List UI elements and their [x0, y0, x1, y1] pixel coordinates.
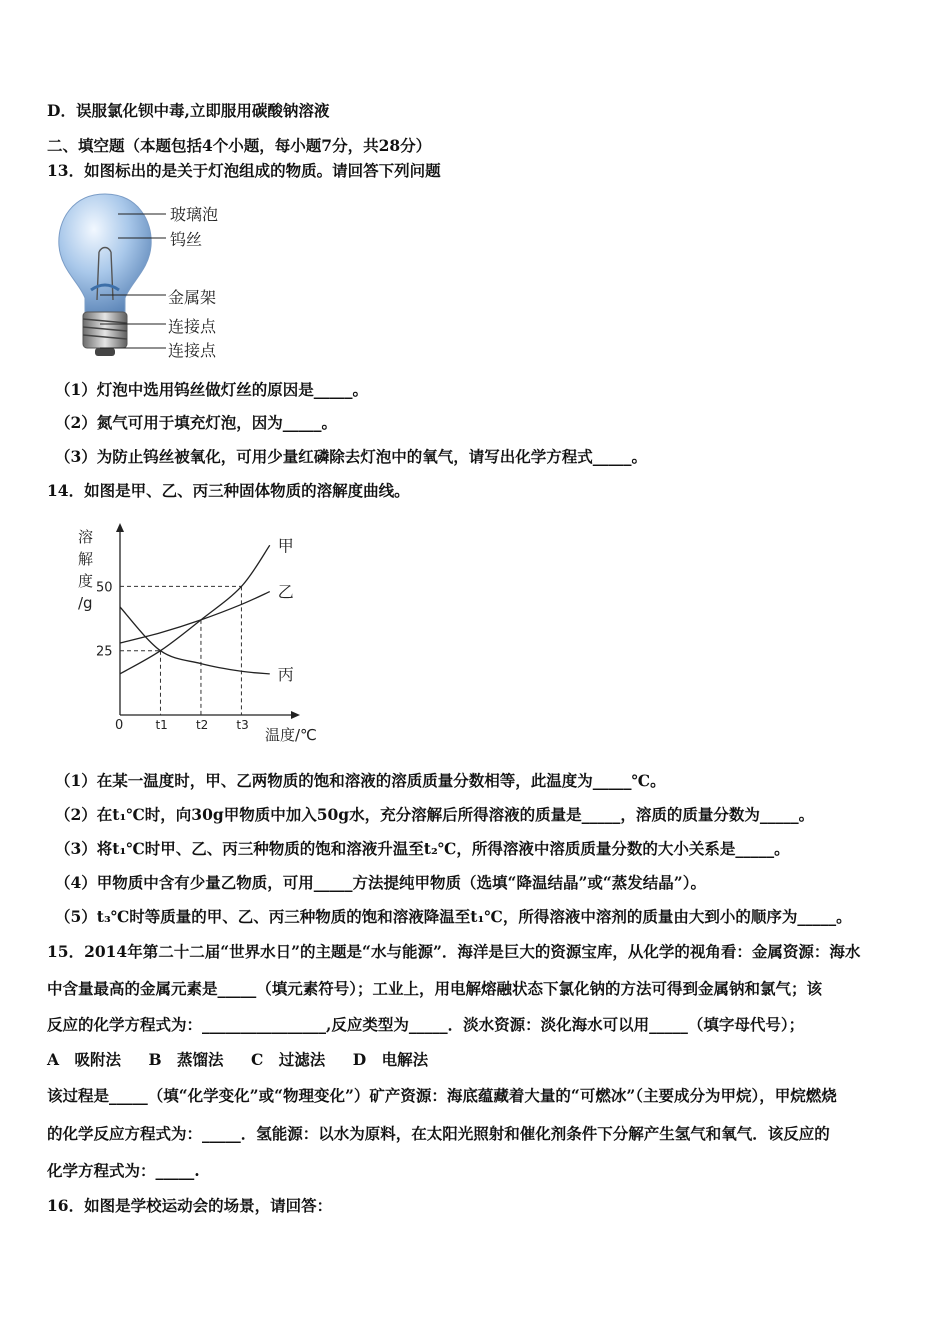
- option-b: B 蒸馏法: [148, 1050, 224, 1069]
- question-13-3: （3）为防止钨丝被氧化，可用少量红磷除去灯泡中的氧气，请写出化学方程式_____。: [55, 447, 648, 466]
- curve-甲: [120, 545, 270, 674]
- label-metal-frame: 金属架: [168, 288, 217, 307]
- section-heading: 二、填空题（本题包括4个小题，每小题7分，共28分）: [47, 136, 432, 155]
- solubility-chart: [70, 520, 320, 750]
- question-15-line-f: 的化学反应方程式为：_____．氢能源：以水为原料，在太阳光照射和催化剂条件下分解产生氢气和氧气．该反应的: [47, 1124, 830, 1143]
- label-contact-1: 连接点: [168, 317, 217, 336]
- question-13: 13．如图标出的是关于灯泡组成的物质。请回答下列问题: [47, 161, 441, 180]
- curve-丙: [120, 607, 270, 674]
- question-14-4: （4）甲物质中含有少量乙物质，可用_____方法提纯甲物质（选填“降温结晶”或“蒸发结晶”）。: [55, 873, 706, 892]
- question-15-line-a: 15．2014年第二十二届“世界水日”的主题是“水与能源”．海洋是巨大的资源宝库，从化学的视角看：金属资源：海水: [47, 942, 861, 961]
- x-tick-label: t1: [155, 718, 168, 732]
- y-axis-arrow: [116, 523, 124, 532]
- question-16: 16．如图是学校运动会的场景，请回答：: [47, 1196, 333, 1215]
- x-tick-label: t2: [195, 718, 209, 732]
- question-15-line-g: 化学方程式为：_____.: [47, 1161, 200, 1180]
- question-15-line-c: 反应的化学方程式为：________________,反应类型为_____．淡水资源：淡化海水可以用_____（填字母代号）；: [47, 1015, 805, 1034]
- x-axis-arrow: [291, 711, 300, 719]
- question-15-line-b: 中含量最高的金属元素是_____（填元素符号）；工业上，用电解熔融状态下氯化钠的方法可得到金属钠和氯气；该: [47, 979, 823, 998]
- curve-乙: [120, 592, 270, 643]
- x-tick-label: t3: [236, 718, 249, 732]
- origin-label: 0: [115, 718, 124, 733]
- x-axis-label: 温度/℃: [265, 726, 317, 744]
- question-15-options: [47, 1050, 450, 1070]
- curve-label: 乙: [277, 582, 294, 602]
- y-axis-label-char: 解: [78, 550, 94, 568]
- question-13-2: （2）氮气可用于填充灯泡，因为_____。: [55, 413, 338, 432]
- question-14-5: （5）t₃℃时等质量的甲、乙、丙三种物质的饱和溶液降温至t₁℃，所得溶液中溶剂的质量由大到小的顺序为_____。: [55, 907, 852, 926]
- option-a: A 吸附法: [47, 1050, 122, 1069]
- y-axis-label-char: /g: [78, 594, 93, 612]
- curve-label: 甲: [277, 536, 294, 556]
- question-14: 14．如图是甲、乙、丙三种固体物质的溶解度曲线。: [47, 481, 410, 500]
- option-c: C 过滤法: [250, 1050, 326, 1069]
- y-axis-label-char: 度: [78, 572, 94, 590]
- question-14-3: （3）将t₁℃时甲、乙、丙三种物质的饱和溶液升温至t₂℃，所得溶液中溶质质量分数的大小关系是_____。: [55, 839, 790, 858]
- question-15-line-e: 该过程是_____（填“化学变化”或“物理变化”）矿产资源：海底蕴藏着大量的“可燃冰”（主要成分为甲烷），甲烷燃烧: [47, 1086, 837, 1105]
- option-d-method: D 电解法: [352, 1050, 429, 1069]
- y-axis-label-char: 溶: [78, 528, 94, 546]
- y-tick-label: 50: [96, 580, 113, 596]
- option-d: D．误服氯化钡中毒,立即服用碳酸钠溶液: [47, 101, 330, 120]
- label-tungsten: 钨丝: [170, 230, 203, 249]
- label-glass-bulb: 玻璃泡: [170, 205, 219, 224]
- curve-label: 丙: [277, 664, 294, 684]
- y-tick-label: 25: [96, 644, 113, 660]
- label-contact-2: 连接点: [168, 341, 217, 360]
- question-14-2: （2）在t₁℃时，向30g甲物质中加入50g水，充分溶解后所得溶液的质量是_____，溶质的质量分数为_____。: [55, 805, 815, 824]
- question-13-1: （1）灯泡中选用钨丝做灯丝的原因是_____。: [55, 380, 369, 399]
- question-14-1: （1）在某一温度时，甲、乙两物质的饱和溶液的溶质质量分数相等，此温度为_____℃。: [55, 771, 666, 790]
